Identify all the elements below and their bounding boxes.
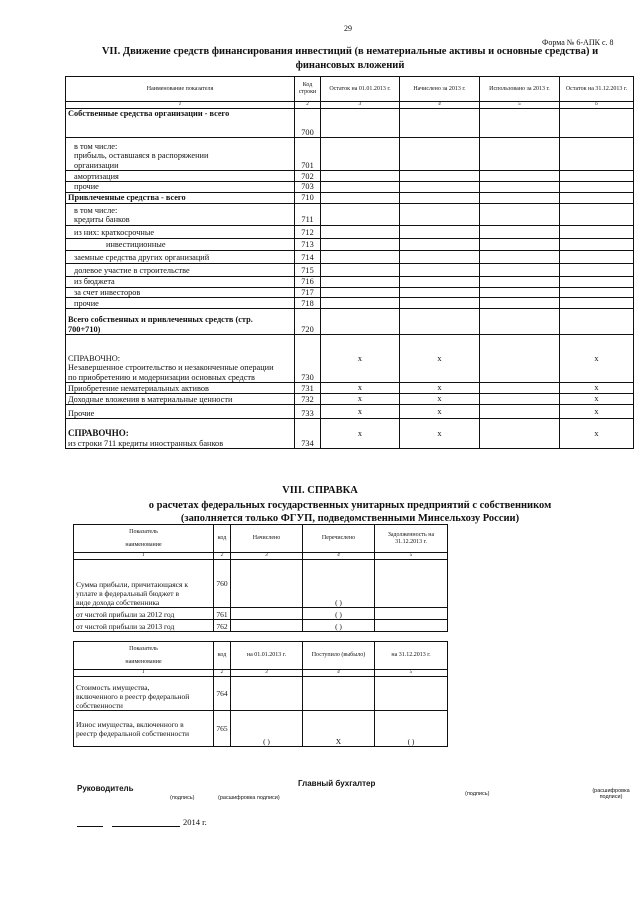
value-cell[interactable] — [560, 203, 634, 225]
value-cell[interactable] — [480, 276, 560, 287]
value-cell[interactable] — [231, 560, 303, 608]
table-row — [66, 238, 634, 250]
header-code: код — [214, 642, 231, 670]
table-row — [74, 560, 448, 608]
col-number: 5 — [480, 102, 560, 109]
row-name — [74, 677, 214, 711]
header-col5: Использовано за 2013 г. — [480, 77, 560, 102]
header-col3: Остаток на 01.01.2013 г. — [321, 77, 400, 102]
row-name-line: в том числе: — [74, 141, 118, 151]
value-cell[interactable] — [480, 109, 560, 138]
header-col5: Задолженность на 31.12.2013 г. — [375, 525, 448, 553]
row-code: 733 — [295, 405, 321, 419]
accountant-signature-caption: (подпись) — [465, 791, 490, 797]
table-row — [66, 263, 634, 276]
row-code: 761 — [214, 608, 231, 620]
chief-accountant-label: Главный бухгалтер — [298, 779, 376, 788]
value-cell[interactable] — [321, 109, 400, 138]
table-row — [66, 394, 634, 405]
row-code: 765 — [214, 711, 231, 747]
header-row — [74, 642, 448, 670]
section8-subtitle: о расчетах федеральных государственных унитарных предприятий с собственником — [148, 500, 552, 511]
col-number: 4 — [303, 553, 375, 560]
col-number: 5 — [375, 670, 448, 677]
value-cell[interactable] — [321, 182, 400, 193]
row-code: 760 — [214, 560, 231, 608]
value-cell[interactable] — [480, 171, 560, 182]
value-cell[interactable] — [480, 298, 560, 309]
value-cell[interactable] — [560, 250, 634, 263]
x-mark: X — [303, 711, 375, 747]
row-code: 717 — [295, 287, 321, 298]
page-number: 29 — [344, 24, 352, 33]
table-row — [66, 383, 634, 394]
section8-table2 — [73, 641, 448, 747]
value-cell[interactable] — [375, 608, 448, 620]
row-name: прочие — [66, 298, 295, 309]
row-name — [66, 203, 295, 225]
value-cell[interactable] — [560, 182, 634, 193]
row-name: Приобретение нематериальных активов — [66, 383, 295, 394]
table-row — [66, 309, 634, 335]
table-row — [66, 192, 634, 203]
paren-cell[interactable]: ( ) — [375, 711, 448, 747]
row-name-line: Стоимость имущества, — [76, 683, 150, 692]
header-code: Код строки — [295, 77, 321, 102]
value-cell[interactable] — [480, 263, 560, 276]
table-row — [66, 298, 634, 309]
table-row — [66, 138, 634, 171]
row-name-line: включенного в реестр федеральной — [76, 692, 190, 701]
row-code: 718 — [295, 298, 321, 309]
accountant-decoding-caption — [588, 788, 634, 800]
row-name-line: виде дохода собственника — [76, 598, 160, 607]
row-code: 730 — [295, 335, 321, 383]
row-name-line: уплате в федеральный бюджет в — [76, 589, 179, 598]
value-cell[interactable] — [321, 298, 400, 309]
day-blank-line — [77, 826, 103, 827]
value-cell[interactable] — [480, 192, 560, 203]
value-cell[interactable] — [321, 238, 400, 250]
value-cell[interactable] — [480, 225, 560, 238]
x-mark: x — [321, 335, 400, 383]
row-name — [66, 309, 295, 335]
header-name-label: наименование — [125, 658, 162, 665]
x-mark: x — [321, 394, 400, 405]
header-row — [66, 77, 634, 102]
x-mark: x — [560, 394, 634, 405]
value-cell[interactable] — [560, 109, 634, 138]
column-numbers-row — [74, 670, 448, 677]
paren-cell[interactable]: ( ) — [231, 711, 303, 747]
header-row — [74, 525, 448, 553]
row-name-line: собственности — [76, 701, 123, 710]
section8-title: VIII. СПРАВКА — [282, 485, 358, 496]
row-name-line: СПРАВОЧНО: — [68, 353, 121, 363]
value-cell[interactable] — [375, 677, 448, 711]
section7-title-line2: финансовых вложений — [295, 60, 405, 71]
x-mark: x — [560, 405, 634, 419]
table-row — [74, 711, 448, 747]
table-row — [66, 419, 634, 449]
column-numbers-row — [66, 102, 634, 109]
row-name: Привлеченные средства - всего — [66, 192, 295, 203]
table-row — [66, 405, 634, 419]
value-cell[interactable] — [231, 608, 303, 620]
value-cell[interactable] — [231, 677, 303, 711]
row-code: 702 — [295, 171, 321, 182]
value-cell[interactable] — [480, 203, 560, 225]
header-name: Наименование показателя — [66, 77, 295, 102]
head-decoding-caption: (расшифровка подписи) — [218, 795, 280, 801]
table-row — [66, 171, 634, 182]
x-mark: x — [400, 419, 480, 449]
value-cell[interactable] — [321, 287, 400, 298]
value-cell[interactable] — [480, 394, 560, 405]
value-cell[interactable] — [480, 309, 560, 335]
row-code: 710 — [295, 192, 321, 203]
col-number: 2 — [214, 670, 231, 677]
row-name: от чистой прибыли за 2013 год — [74, 620, 214, 632]
x-mark: x — [560, 335, 634, 383]
col-number: 2 — [214, 553, 231, 560]
value-cell[interactable] — [560, 171, 634, 182]
value-cell[interactable] — [560, 225, 634, 238]
x-mark: x — [321, 419, 400, 449]
x-mark: x — [560, 383, 634, 394]
section7-table — [65, 76, 634, 449]
row-name-line: организации — [74, 160, 119, 170]
row-code: 764 — [214, 677, 231, 711]
value-cell[interactable] — [480, 405, 560, 419]
row-code: 703 — [295, 182, 321, 193]
section8-note: (заполняется только ФГУП, подведомственными Минсельхозу России) — [180, 513, 520, 524]
row-name: за счет инвесторов — [66, 287, 295, 298]
row-code: 734 — [295, 419, 321, 449]
x-mark: x — [560, 419, 634, 449]
row-code: 762 — [214, 620, 231, 632]
value-cell[interactable] — [400, 182, 480, 193]
col-number: 2 — [295, 102, 321, 109]
value-cell[interactable] — [375, 560, 448, 608]
value-cell[interactable] — [480, 383, 560, 394]
table-row — [66, 109, 634, 138]
col-number: 1 — [74, 553, 214, 560]
paren-cell[interactable]: ( ) — [303, 560, 375, 608]
row-name — [66, 335, 295, 383]
row-name: заемные средства других организаций — [66, 250, 295, 263]
x-mark: x — [400, 383, 480, 394]
value-cell[interactable] — [321, 309, 400, 335]
row-name-line: в том числе: — [74, 205, 118, 215]
form-label: Форма № 6-АПК с. 8 — [542, 38, 614, 47]
value-cell[interactable] — [400, 263, 480, 276]
column-numbers-row — [74, 553, 448, 560]
value-cell[interactable] — [321, 192, 400, 203]
col-number: 6 — [560, 102, 634, 109]
table-row — [66, 250, 634, 263]
header-col6: Остаток на 31.12.2013 г. — [560, 77, 634, 102]
header-col5: на 31.12.2013 г. — [375, 642, 448, 670]
x-mark: x — [400, 405, 480, 419]
table-row — [74, 620, 448, 632]
paren-cell[interactable]: ( ) — [303, 620, 375, 632]
row-code: 716 — [295, 276, 321, 287]
value-cell[interactable] — [480, 335, 560, 383]
row-name: Прочие — [66, 405, 295, 419]
row-name-line: реестр федеральной собственности — [76, 728, 190, 738]
col-number: 4 — [303, 670, 375, 677]
value-cell[interactable] — [400, 309, 480, 335]
value-cell[interactable] — [400, 192, 480, 203]
row-code: 713 — [295, 238, 321, 250]
row-name — [74, 711, 214, 747]
row-name-line: Износ имущества, включенного в — [76, 719, 184, 729]
header-indicator-label: Показатель — [129, 645, 158, 652]
x-mark: x — [321, 405, 400, 419]
row-name: Доходные вложения в материальные ценности — [66, 394, 295, 405]
value-cell[interactable] — [321, 276, 400, 287]
value-cell[interactable] — [480, 238, 560, 250]
value-cell[interactable] — [480, 287, 560, 298]
row-name-line: по приобретению и модернизации основных средств — [68, 372, 255, 382]
value-cell[interactable] — [400, 109, 480, 138]
value-cell[interactable] — [400, 276, 480, 287]
value-cell[interactable] — [480, 419, 560, 449]
value-cell[interactable] — [480, 182, 560, 193]
value-cell[interactable] — [231, 620, 303, 632]
row-code: 701 — [295, 138, 321, 171]
row-name: Собственные средства организации - всего — [66, 109, 295, 138]
row-name: из бюджета — [66, 276, 295, 287]
year-label: 2014 г. — [183, 817, 207, 827]
table-row — [74, 608, 448, 620]
header-col4: Перечислено — [303, 525, 375, 553]
row-name-line: из строки 711 кредиты иностранных банков — [68, 438, 224, 448]
value-cell[interactable] — [560, 298, 634, 309]
row-code: 732 — [295, 394, 321, 405]
value-cell[interactable] — [560, 263, 634, 276]
head-signature-caption: (подпись) — [170, 795, 195, 801]
head-label: Руководитель — [77, 784, 134, 793]
row-name — [74, 560, 214, 608]
value-cell[interactable] — [303, 677, 375, 711]
section8-table1 — [73, 524, 448, 632]
row-name — [66, 138, 295, 171]
header-indicator — [74, 525, 214, 553]
row-name-line: СПРАВОЧНО: — [68, 428, 129, 438]
row-name: из них: краткосрочные — [66, 225, 295, 238]
value-cell[interactable] — [321, 138, 400, 171]
row-code: 714 — [295, 250, 321, 263]
value-cell[interactable] — [560, 238, 634, 250]
row-code: 711 — [295, 203, 321, 225]
value-cell[interactable] — [400, 225, 480, 238]
col-number: 3 — [321, 102, 400, 109]
header-indicator — [74, 642, 214, 670]
row-name: инвестиционные — [66, 238, 295, 250]
value-cell[interactable] — [560, 309, 634, 335]
header-col3: на 01.01.2013 г. — [231, 642, 303, 670]
row-name-line: Незавершенное строительство и незаконченные операции — [68, 363, 274, 372]
value-cell[interactable] — [400, 250, 480, 263]
x-mark: x — [400, 335, 480, 383]
value-cell[interactable] — [480, 138, 560, 171]
value-cell[interactable] — [400, 203, 480, 225]
row-code: 700 — [295, 109, 321, 138]
paren-cell[interactable]: ( ) — [303, 608, 375, 620]
row-name: прочие — [66, 182, 295, 193]
value-cell[interactable] — [400, 287, 480, 298]
header-col3: Начислено — [231, 525, 303, 553]
row-name-line: Всего собственных и привлеченных средств (стр. — [68, 315, 253, 324]
row-code: 712 — [295, 225, 321, 238]
decoding-line: подписи) — [599, 794, 623, 800]
value-cell[interactable] — [321, 203, 400, 225]
value-cell[interactable] — [400, 171, 480, 182]
month-blank-line — [112, 826, 180, 827]
col-number: 3 — [231, 553, 303, 560]
row-name: долевое участие в строительстве — [66, 263, 295, 276]
value-cell[interactable] — [321, 171, 400, 182]
header-indicator-label: Показатель — [129, 528, 158, 535]
value-cell[interactable] — [400, 138, 480, 171]
value-cell[interactable] — [560, 287, 634, 298]
value-cell[interactable] — [480, 250, 560, 263]
row-name-line: 700+710) — [68, 324, 101, 334]
col-number: 3 — [231, 670, 303, 677]
value-cell[interactable] — [321, 250, 400, 263]
table-row — [66, 225, 634, 238]
value-cell[interactable] — [560, 138, 634, 171]
row-name-line: кредиты банков — [74, 215, 130, 224]
row-name: амортизация — [66, 171, 295, 182]
row-name-line: Сумма прибыли, причитающаяся к — [76, 580, 188, 589]
row-code: 731 — [295, 383, 321, 394]
value-cell[interactable] — [400, 238, 480, 250]
row-name-line: прибыль, оставшаяся в распоряжении — [74, 151, 209, 160]
table-row — [66, 335, 634, 383]
col-number: 1 — [74, 670, 214, 677]
col-number: 5 — [375, 553, 448, 560]
value-cell[interactable] — [321, 263, 400, 276]
value-cell[interactable] — [560, 276, 634, 287]
col-number: 1 — [66, 102, 295, 109]
header-col4: Начислено за 2013 г. — [400, 77, 480, 102]
header-col4: Поступило (выбыло) — [303, 642, 375, 670]
value-cell[interactable] — [400, 298, 480, 309]
decoding-line: (расшифровка — [592, 788, 630, 794]
header-code: код — [214, 525, 231, 553]
table-row — [66, 287, 634, 298]
row-name: от чистой прибыли за 2012 год — [74, 608, 214, 620]
value-cell[interactable] — [321, 225, 400, 238]
x-mark: x — [400, 394, 480, 405]
row-name — [66, 419, 295, 449]
table-row — [66, 182, 634, 193]
section7-title-line1: VII. Движение средств финансирования инвестиций (в нематериальные активы и основные средства) и — [101, 46, 599, 57]
header-name-label: наименование — [125, 541, 162, 548]
table-row — [66, 203, 634, 225]
table-row — [66, 276, 634, 287]
value-cell[interactable] — [560, 192, 634, 203]
row-code: 715 — [295, 263, 321, 276]
x-mark: x — [321, 383, 400, 394]
table-row — [74, 677, 448, 711]
value-cell[interactable] — [375, 620, 448, 632]
row-code: 720 — [295, 309, 321, 335]
col-number: 4 — [400, 102, 480, 109]
